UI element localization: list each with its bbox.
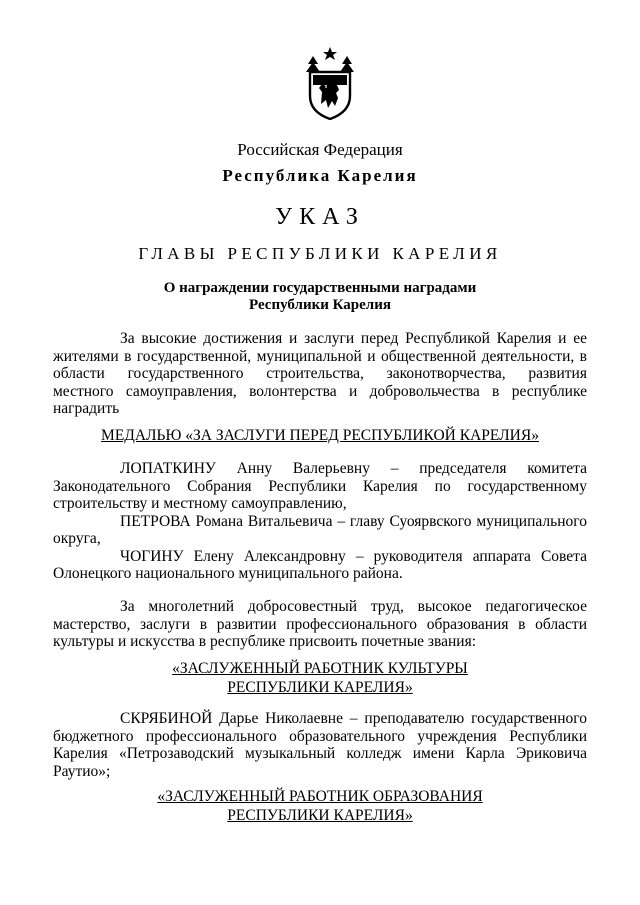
text-line: За многолетний добросовестный труд, высокое педагогическое — [120, 598, 587, 615]
subject-line: Республики Карелия — [249, 297, 391, 313]
award-line: «ЗАСЛУЖЕННЫЙ РАБОТНИК ОБРАЗОВАНИЯ — [157, 788, 483, 805]
text-line: Карелия «Петрозаводский музыкальный колледж имени Карла Эриковича — [53, 745, 587, 762]
issuer-title: ГЛАВЫ РЕСПУБЛИКИ КАРЕЛИЯ — [138, 244, 502, 263]
honorary-title-culture — [0, 659, 640, 697]
text-line: культуры и искусства в республике присвоить почетные звания: — [53, 633, 477, 650]
text-line: жителями в государственной, муниципальной и общественной деятельности, в — [53, 347, 587, 365]
karelia-coat-of-arms-icon — [304, 46, 356, 120]
text-line: За высокие достижения и заслуги перед Республикой Карелия и ее — [120, 330, 587, 347]
text-line: мастерство, заслуги в развитии профессионального образования в области — [53, 615, 587, 633]
recipient-line: округа, — [53, 530, 101, 547]
text-line: бюджетного профессионального образовательного учреждения Республики — [53, 727, 587, 745]
text-line: наградить — [53, 400, 120, 417]
recipient-culture — [53, 710, 587, 780]
recipients-list — [53, 460, 587, 583]
country-name: Российская Федерация — [237, 140, 403, 159]
honorary-title-education — [0, 787, 640, 825]
republic-name: Республика Карелия — [222, 166, 418, 185]
recipient-line: Законодательного Собрания Республики Карелия по государственному — [53, 477, 587, 495]
decree-subject — [0, 280, 640, 314]
award-line: «ЗАСЛУЖЕННЫЙ РАБОТНИК КУЛЬТУРЫ — [172, 660, 468, 677]
subject-line: О награждении государственными наградами — [163, 280, 477, 296]
recipient-line: ПЕТРОВА Романа Витальевича – главу Суоярвского муниципального — [120, 512, 587, 530]
medal-title: МЕДАЛЬЮ «ЗА ЗАСЛУГИ ПЕРЕД РЕСПУБЛИКОЙ КАРЕЛИЯ» — [101, 427, 539, 444]
recipient-line: Олонецкого национального муниципального района. — [53, 565, 403, 582]
text-line: СКРЯБИНОЙ Дарье Николаевне – преподавателю государственного — [120, 710, 587, 727]
recipient-line: ЧОГИНУ Елену Александровну – руководителя аппарата Совета — [120, 547, 587, 565]
award-line: РЕСПУБЛИКИ КАРЕЛИЯ» — [227, 807, 413, 824]
paragraph-award-basis — [53, 330, 587, 418]
text-line: местного самоуправления, волонтерства и добровольчества в республике — [53, 382, 587, 400]
document-type: УКАЗ — [275, 204, 365, 230]
paragraph-honorary-titles — [53, 598, 587, 651]
text-line: Раутио»; — [53, 762, 111, 780]
recipient-line: строительству и местному самоуправлению, — [53, 495, 347, 512]
recipient-line: ЛОПАТКИНУ Анну Валерьевну – председателя комитета — [120, 460, 587, 477]
award-line: РЕСПУБЛИКИ КАРЕЛИЯ» — [227, 679, 413, 696]
text-line: области государственного строительства, законотворчества, развития — [53, 365, 587, 382]
